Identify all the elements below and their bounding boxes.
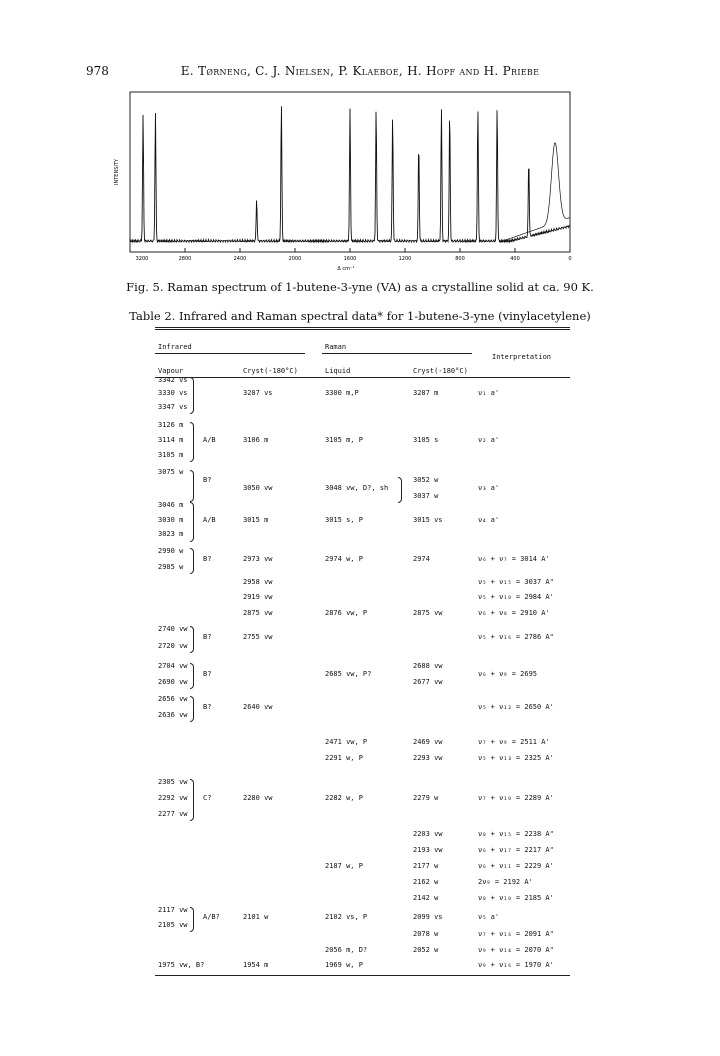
vapour-cell: 3126 m	[158, 421, 184, 429]
ir-cryst-cell: 2640 vw	[243, 703, 273, 711]
table-caption: Table 2. Infrared and Raman spectral data* for 1-butene-3-yne (vinylacetylene)	[129, 309, 591, 323]
interpretation-cell: ν₆ + ν₁₇ = 2217 A"	[478, 846, 554, 854]
interpretation-cell: ν₅ + ν₁₅ = 3037 A"	[478, 578, 554, 586]
interpretation-cell: ν₆ + ν₁₁ = 2229 A'	[478, 862, 554, 870]
ir-cryst-cell: 2755 vw	[243, 633, 273, 641]
liquid-cell: 1969 w, P	[325, 961, 363, 969]
raman-cryst-cell: 2688 vw	[413, 662, 443, 670]
liquid-cell: 3105 m, P	[325, 436, 363, 444]
x-tick-label: 3200	[135, 256, 149, 262]
interpretation-cell: ν₉ + ν₁₆ = 1970 A'	[478, 961, 554, 969]
band-contour-label: B?	[203, 670, 212, 678]
liquid-cell: 3015 s, P	[325, 516, 363, 524]
ir-cryst-cell: 3106 m	[243, 436, 269, 444]
raman-cryst-cell: 2279 w	[413, 794, 439, 802]
liquid-cell: 2187 w, P	[325, 862, 363, 870]
x-tick-label: 2400	[233, 256, 247, 262]
liquid-cell: 2876 vw, P	[325, 609, 368, 617]
band-contour-label: C?	[203, 794, 212, 802]
vapour-cell: 2704 vw	[158, 662, 188, 670]
vapour-cell: 2105 vw	[158, 921, 188, 929]
band-contour-label: A/B	[203, 516, 216, 524]
running-header	[0, 64, 720, 80]
vapour-cell: 2277 vw	[158, 810, 188, 818]
interpretation-cell: ν₆ + ν₈ = 2910 A'	[478, 609, 550, 617]
raman-cryst-cell: 2469 vw	[413, 738, 443, 746]
group-header-raman: Raman	[325, 343, 347, 351]
band-contour-label: B?	[203, 703, 212, 711]
raman-group-rule	[322, 353, 472, 354]
vapour-cell: 2636 vw	[158, 711, 188, 719]
figure-caption: Fig. 5. Raman spectrum of 1-butene-3-yne (VA) as a crystalline solid at ca. 90 K.	[126, 280, 594, 294]
vapour-cell: 1975 vw, B?	[158, 961, 205, 969]
page-number: 978	[86, 64, 109, 78]
y-axis-label: INTENSITY	[114, 159, 120, 185]
header-liquid: Liquid	[325, 367, 351, 375]
band-contour-label: B?	[203, 633, 212, 641]
vapour-cell: 3075 w	[158, 468, 184, 476]
header-interpretation: Interpretation	[492, 353, 552, 361]
band-contour-label: B?	[203, 476, 212, 484]
liquid-cell: 3300 m,P	[325, 389, 359, 397]
group-header-infrared: Infrared	[158, 343, 192, 351]
ir-cryst-cell: 2919 vw	[243, 593, 273, 601]
ir-cryst-cell: 2101 w	[243, 913, 269, 921]
ir-cryst-cell: 2958 vw	[243, 578, 273, 586]
vapour-cell: 3114 m	[158, 436, 184, 444]
vapour-cell: 2117 vw	[158, 906, 188, 914]
raman-cryst-cell: 2193 vw	[413, 846, 443, 854]
x-tick-label: 0	[568, 256, 572, 262]
ir-cryst-cell: 1954 m	[243, 961, 269, 969]
ir-cryst-cell: 2875 vw	[243, 609, 273, 617]
x-axis-label: Δ cm⁻¹	[337, 266, 355, 272]
liquid-cell: 2282 w, P	[325, 794, 363, 802]
raman-cryst-cell: 3037 w	[413, 492, 439, 500]
header-ir-cryst: Cryst(-180°C)	[243, 367, 298, 375]
header-vapour: Vapour	[158, 367, 184, 375]
ir-cryst-cell: 3015 m	[243, 516, 269, 524]
x-tick-label: 400	[510, 256, 520, 262]
liquid-cell: 2685 vw, P?	[325, 670, 372, 678]
raman-cryst-cell: 2177 w	[413, 862, 439, 870]
table-top-rule-2	[155, 329, 570, 330]
raman-spectrum-chart	[114, 92, 572, 272]
liquid-cell: 2974 w, P	[325, 555, 363, 563]
header-raman-cryst: Cryst(-180°C)	[413, 367, 468, 375]
raman-cryst-cell: 2677 vw	[413, 678, 443, 686]
interpretation-cell: ν₆ + ν₉ = 2695	[478, 670, 538, 678]
liquid-cell: 2102 vs, P	[325, 913, 368, 921]
vapour-cell: 2690 vw	[158, 678, 188, 686]
interpretation-cell: ν₃ a'	[478, 484, 500, 492]
vapour-cell: 3342 vs	[158, 376, 188, 384]
raman-cryst-cell: 2099 vs	[413, 913, 443, 921]
x-tick-label: 800	[455, 256, 465, 262]
interpretation-cell: ν₇ + ν₉ = 2511 A'	[478, 738, 550, 746]
band-contour-label: A/B	[203, 436, 216, 444]
vapour-cell: 3023 m	[158, 530, 184, 538]
ir-cryst-cell: 3050 vw	[243, 484, 273, 492]
vapour-cell: 2305 vw	[158, 778, 188, 786]
spectrum-trace	[130, 106, 570, 242]
interpretation-cell: ν₈ + ν₁₅ = 2238 A"	[478, 830, 554, 838]
interpretation-cell: 2ν₉ = 2192 A'	[478, 878, 533, 886]
interpretation-cell: ν₁ a'	[478, 389, 500, 397]
raman-cryst-cell: 2974	[413, 555, 430, 563]
raman-cryst-cell: 2052 w	[413, 946, 439, 954]
interpretation-cell: ν₅ + ν₁₆ = 2786 A"	[478, 633, 554, 641]
header-rule	[155, 377, 570, 378]
interpretation-cell: ν₅ + ν₁₃ = 2325 A'	[478, 754, 554, 762]
raman-cryst-cell: 3287 m	[413, 389, 439, 397]
raman-cryst-cell: 2142 w	[413, 894, 439, 902]
interpretation-cell: ν₂ a'	[478, 436, 500, 444]
table-bottom-rule	[155, 975, 570, 976]
vapour-cell: 2720 vw	[158, 642, 188, 650]
interpretation-cell: ν₅ a'	[478, 913, 500, 921]
liquid-cell: 2056 m, D?	[325, 946, 368, 954]
liquid-cell: 2471 vw, P	[325, 738, 368, 746]
raman-cryst-cell: 3105 s	[413, 436, 439, 444]
vapour-cell: 2985 w	[158, 563, 184, 571]
raman-cryst-cell: 2162 w	[413, 878, 439, 886]
spectrum-trace-overlay	[500, 143, 570, 242]
raman-cryst-cell: 2203 vw	[413, 830, 443, 838]
vapour-cell: 2292 vw	[158, 794, 188, 802]
raman-cryst-cell: 2078 w	[413, 930, 439, 938]
ir-cryst-cell: 2973 vw	[243, 555, 273, 563]
liquid-cell: 2291 w, P	[325, 754, 363, 762]
band-contour-label: B?	[203, 555, 212, 563]
interpretation-cell: ν₅ + ν₁₀ = 2984 A'	[478, 593, 554, 601]
author-line: E. Tørneng, C. J. Nielsen, P. Klaeboe, H. Hopf and H. Priebe	[180, 64, 540, 78]
table-top-rule	[155, 327, 570, 328]
interpretation-cell: ν₆ + ν₇ = 3014 A'	[478, 555, 550, 563]
vapour-cell: 3330 vs	[158, 389, 188, 397]
x-tick-label: 2000	[288, 256, 302, 262]
interpretation-cell: ν₄ a'	[478, 516, 500, 524]
vapour-cell: 2656 vw	[158, 695, 188, 703]
interpretation-cell: ν₇ + ν₁₀ = 2289 A'	[478, 794, 554, 802]
raman-cryst-cell: 2875 vw	[413, 609, 443, 617]
vapour-cell: 3030 m	[158, 516, 184, 524]
vapour-cell: 3046 m	[158, 501, 184, 509]
x-tick-label: 1600	[343, 256, 357, 262]
interpretation-cell: ν₅ + ν₁₂ = 2650 A'	[478, 703, 554, 711]
ir-cryst-cell: 2280 vw	[243, 794, 273, 802]
vapour-cell: 2990 w	[158, 547, 184, 555]
interpretation-cell: ν₇ + ν₁₆ = 2091 A"	[478, 930, 554, 938]
vapour-cell: 3347 vs	[158, 403, 188, 411]
band-contour-label: A/B?	[203, 913, 220, 921]
x-axis-ticks	[130, 248, 572, 262]
vapour-cell: 2740 vw	[158, 625, 188, 633]
raman-cryst-cell: 3052 w	[413, 476, 439, 484]
interpretation-cell: ν₉ + ν₁₄ = 2070 A"	[478, 946, 554, 954]
liquid-cell: 3048 vw, D?, sh	[325, 484, 389, 492]
x-tick-label: 2800	[178, 256, 192, 262]
raman-cryst-cell: 3015 vs	[413, 516, 443, 524]
interpretation-cell: ν₈ + ν₁₀ = 2185 A'	[478, 894, 554, 902]
x-tick-label: 1200	[398, 256, 412, 262]
vapour-cell: 3105 m	[158, 451, 184, 459]
ir-cryst-cell: 3287 vs	[243, 389, 273, 397]
raman-cryst-cell: 2293 vw	[413, 754, 443, 762]
ir-group-rule	[155, 353, 305, 354]
